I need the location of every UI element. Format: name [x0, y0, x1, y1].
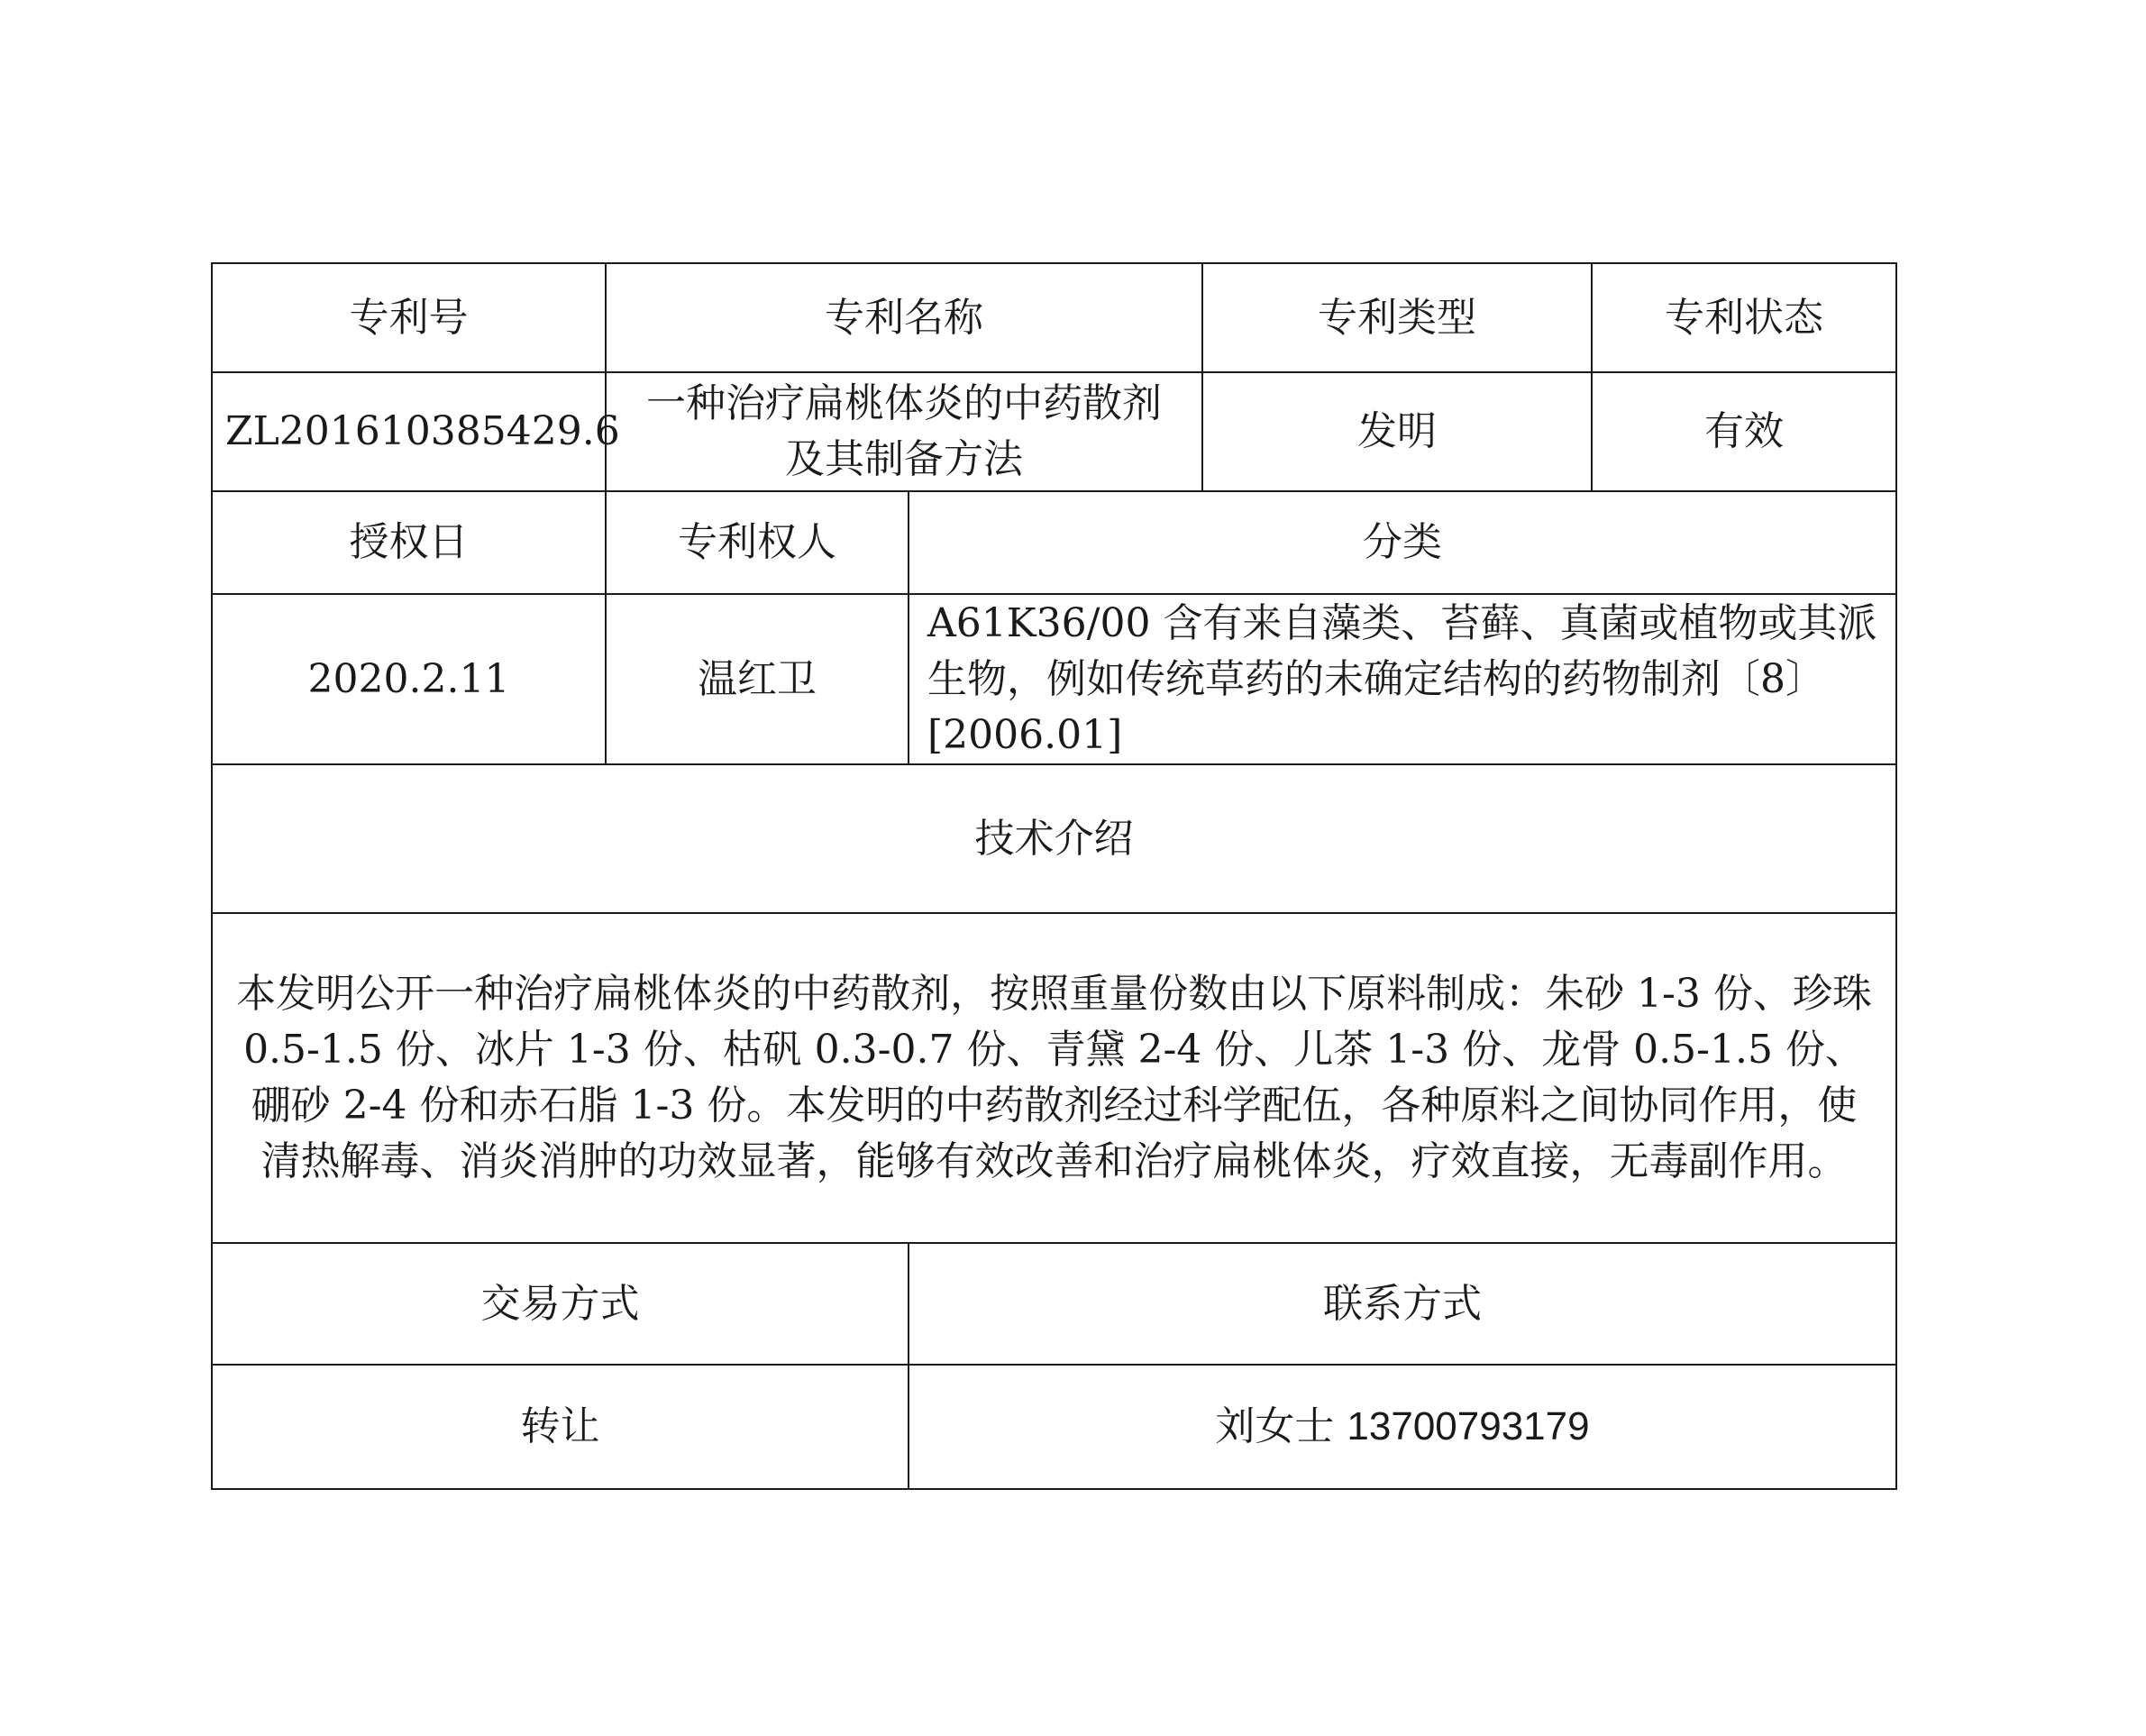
- contact-value: [909, 1365, 1896, 1489]
- header-patent-no: 专利号: [212, 263, 606, 372]
- grant-date-value: 2020.2.11: [212, 594, 606, 764]
- header-row-4: [212, 1243, 1896, 1365]
- header-row-2: [212, 491, 1896, 594]
- patent-sheet: [211, 262, 1895, 1488]
- patentee-value: 温红卫: [606, 594, 909, 764]
- value-row-4: [212, 1365, 1896, 1489]
- header-patent-name: 专利名称: [606, 263, 1202, 372]
- patent-name-value: 一种治疗扁桃体炎的中药散剂及其制备方法: [606, 372, 1202, 491]
- patent-info-table: [211, 262, 1897, 1490]
- header-row-3: [212, 764, 1896, 913]
- tech-intro-row: [212, 913, 1896, 1243]
- header-contact: 联系方式: [909, 1243, 1896, 1365]
- header-row-1: [212, 263, 1896, 372]
- trade-mode-value: 转让: [212, 1365, 909, 1489]
- header-classification: 分类: [909, 491, 1896, 594]
- header-patent-type: 专利类型: [1202, 263, 1592, 372]
- header-tech-intro: 技术介绍: [212, 764, 1896, 913]
- tech-intro-value: 本发明公开一种治疗扁桃体炎的中药散剂，按照重量份数由以下原料制成：朱砂 1-3 份、珍珠 0.5-1.5 份、冰片 1-3 份、枯矾 0.3-0.7 份、青黛 2-4 份、儿茶 1-3 份、龙骨 0.5-1.5 份、硼砂 2-4 份和赤石脂 1-3 份。本发明的中药散剂经过科学配伍，各种原料之间协同作用，使清热解毒、消炎消肿的功效显著，能够有效改善和治疗扁桃体炎，疗效直接，无毒副作用。: [212, 913, 1896, 1243]
- header-patent-status: 专利状态: [1592, 263, 1896, 372]
- header-patentee: 专利权人: [606, 491, 909, 594]
- contact-phone: 13700793179: [1347, 1404, 1590, 1448]
- header-trade-mode: 交易方式: [212, 1243, 909, 1365]
- patent-type-value: 发明: [1202, 372, 1592, 491]
- patent-no-value: ZL201610385429.6: [212, 372, 606, 491]
- value-row-1: [212, 372, 1896, 491]
- classification-value: A61K36/00 含有来自藻类、苔藓、真菌或植物或其派生物，例如传统草药的未确定结构的药物制剂〔8〕[2006.01]: [909, 594, 1896, 764]
- value-row-2: [212, 594, 1896, 764]
- header-grant-date: 授权日: [212, 491, 606, 594]
- patent-status-value: 有效: [1592, 372, 1896, 491]
- contact-name: 刘女士: [1215, 1403, 1335, 1449]
